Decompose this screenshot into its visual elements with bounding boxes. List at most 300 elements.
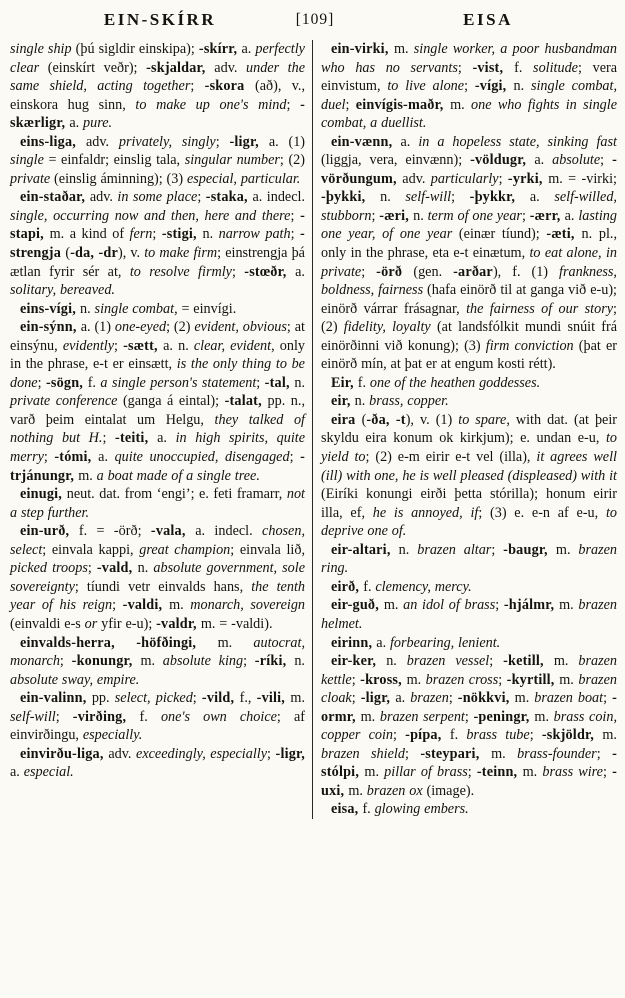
gloss-text: absolute sway, empire.	[10, 671, 140, 688]
gloss-text: brazen altar	[417, 541, 492, 558]
citation-text: a.	[529, 189, 555, 206]
gloss-text: single worker, a poor husbandman who has no servants	[321, 41, 617, 76]
gloss-text: or	[84, 615, 98, 632]
citation-text: f.	[449, 727, 467, 744]
citation-text: n.	[398, 541, 418, 558]
citation-text: m.	[450, 96, 472, 113]
headword: ein-sýnn,	[20, 319, 81, 336]
gloss-text: brass wire	[542, 764, 603, 781]
gloss-text: the tenth year of his reign	[10, 578, 305, 614]
headword: -tómi,	[54, 449, 99, 466]
citation-text: ;	[190, 78, 205, 95]
headword: -tal,	[264, 374, 295, 391]
gloss-text: quite unoccupied, disengaged	[114, 449, 290, 466]
headword: ein-valinn,	[20, 690, 92, 707]
citation-text: ;	[267, 745, 276, 762]
citation-text: f.	[514, 59, 534, 76]
headword: -arðar	[453, 263, 493, 280]
citation-text: ;	[256, 374, 265, 391]
gloss-text: single combat	[94, 300, 175, 317]
headword: eir-ker,	[331, 653, 387, 670]
citation-text: a. (1)	[268, 133, 306, 150]
gloss-text: pure.	[83, 115, 113, 132]
citation-text: ;	[192, 690, 202, 707]
citation-text: adv.	[85, 133, 119, 150]
citation-text: m.	[559, 597, 579, 614]
citation-text: f.	[357, 374, 370, 391]
gloss-text: one who fights in single combat, a duellist.	[321, 96, 617, 132]
gloss-text: brazen vessel	[406, 653, 490, 670]
gloss-text: brass-founder	[517, 745, 597, 762]
citation-text: ;	[361, 263, 377, 280]
headword: -stœðr,	[244, 263, 296, 280]
gloss-text: fidelity, loyalty	[343, 319, 437, 336]
headword: einugi,	[20, 486, 67, 503]
gloss-text: to spare	[458, 411, 507, 428]
citation-text: m.	[383, 597, 404, 614]
citation-text: ; at einsýnu,	[10, 319, 305, 354]
citation-text: ; (2) e-m eirir e-t vel (illa),	[365, 449, 537, 466]
headword: -teiti,	[115, 430, 158, 447]
headword: -ormr,	[321, 690, 617, 725]
gloss-text: they talked of nothing but H.	[10, 411, 305, 447]
headword: -ærr,	[529, 207, 565, 224]
gloss-text: brazen helmet.	[321, 597, 617, 632]
citation-text: ;	[289, 449, 301, 466]
gloss-text: he is annoyed, if	[372, 504, 479, 521]
headword: eins-vígi,	[20, 300, 81, 317]
citation-text: n.	[413, 207, 428, 224]
citation-text: f.	[362, 801, 375, 818]
gloss-text: great champion	[139, 541, 231, 558]
citation-text: m.	[140, 653, 163, 670]
dictionary-entry	[321, 596, 617, 633]
citation-text: ; (2)	[166, 319, 195, 336]
gloss-text: single, occurring now and then, here and there	[10, 207, 291, 224]
citation-text: ;	[43, 449, 55, 466]
headword: Eir,	[331, 374, 358, 391]
headword: -talat,	[224, 393, 268, 410]
citation-text: ; tíundi vetr einvalds hans,	[74, 578, 252, 595]
citation-text: adv.	[402, 170, 431, 187]
citation-text: a.	[534, 152, 553, 169]
citation-text: m.	[406, 671, 426, 688]
headword: -virðing,	[72, 708, 140, 725]
headword: -skírr,	[198, 41, 242, 57]
citation-text: (einslig áminning); (3)	[54, 170, 187, 187]
headword: ein-vænn,	[331, 133, 401, 150]
citation-text: f.,	[239, 690, 257, 707]
citation-text: f.	[363, 578, 376, 595]
citation-text: ; (2)	[279, 152, 305, 169]
citation-text: (Eiríki konungi eirði þetta stórilla); honum eirir illa, ef,	[321, 486, 617, 521]
gloss-text: brass coin, copper coin	[321, 708, 618, 744]
headword: -teinn,	[476, 764, 523, 781]
citation-text: ; (2)	[321, 300, 617, 336]
citation-text: m. = -virki;	[548, 170, 617, 187]
headword: -vist,	[472, 59, 515, 76]
left-text-column	[10, 40, 313, 819]
citation-text: ; einvala kappi,	[42, 541, 140, 558]
right-text-column	[313, 40, 617, 819]
gloss-text: especial, particular.	[186, 170, 301, 187]
citation-text: ;	[457, 59, 473, 76]
citation-text: ;	[114, 337, 124, 354]
gloss-text: to make up one's mind	[135, 96, 287, 113]
citation-text: ; einstrengja þá ætlan fyrir sér at,	[10, 245, 305, 280]
citation-text: (einvaldi e-s	[10, 615, 85, 632]
headword: -baugr,	[503, 541, 556, 558]
citation-text: ;	[489, 653, 504, 670]
headword: -steypari,	[420, 745, 492, 762]
headword: -þykki,	[321, 189, 381, 206]
citation-text: m.	[555, 541, 579, 558]
gloss-text: absolute king	[162, 653, 244, 670]
gloss-text: particularly	[430, 170, 499, 187]
headword: ein-virki,	[331, 41, 394, 57]
citation-text: ;	[286, 96, 301, 113]
gloss-text: forbearing, lenient.	[389, 634, 501, 651]
citation-text: ;	[464, 708, 474, 725]
citation-text: adv.	[89, 189, 118, 206]
citation-text: ;	[371, 207, 380, 224]
citation-text: n.	[354, 393, 370, 410]
gloss-text: brazen ox	[366, 782, 427, 799]
citation-text: ;	[197, 189, 206, 206]
headword: eir-guð,	[331, 597, 384, 614]
gloss-text: private	[10, 170, 55, 187]
citation-text: yfir e-u);	[97, 615, 157, 632]
dictionary-entry	[10, 133, 305, 189]
headword: -skjaldar,	[146, 59, 215, 76]
citation-text: a.	[295, 263, 305, 280]
citation-text: ;	[600, 152, 613, 169]
gloss-text: autocrat, monarch	[10, 634, 305, 670]
gloss-text: solitary, bereaved.	[10, 282, 115, 299]
gloss-text: brazen cloak	[321, 671, 617, 707]
citation-text: ;	[393, 727, 406, 744]
gloss-text: pillar of brass	[384, 764, 468, 781]
gloss-text: brazen cross	[425, 671, 499, 688]
gloss-text: brass tube	[466, 727, 530, 744]
headword: ein-staðar,	[20, 189, 90, 206]
citation-text: ;	[351, 671, 361, 688]
gloss-text: exceedingly, especially	[136, 745, 268, 762]
headword: -trjánungr,	[10, 449, 305, 484]
headword: einvalds-herra, -höfðingi,	[20, 634, 218, 651]
gloss-text: single combat, duel	[321, 78, 617, 113]
dictionary-entry	[321, 40, 617, 133]
headword: -da, -dr	[70, 245, 118, 262]
citation-text: a.	[241, 41, 256, 57]
citation-text: m.	[514, 690, 535, 707]
headword: -vala,	[150, 523, 196, 540]
citation-text: m.	[217, 634, 254, 651]
citation-text: ;	[231, 263, 245, 280]
headword: -skjöldr,	[541, 727, 603, 744]
dictionary-entry	[321, 541, 617, 578]
citation-text: n.	[202, 226, 219, 243]
headword: -æti,	[546, 226, 582, 243]
headword: -konungr,	[71, 653, 141, 670]
citation-text: f.	[87, 374, 101, 391]
gloss-text: brazen	[410, 690, 449, 707]
dictionary-entry	[321, 411, 617, 541]
citation-text: ), v.	[117, 245, 145, 262]
gloss-text: to deprive one of.	[321, 504, 617, 540]
citation-text: a.	[400, 133, 419, 150]
gloss-text: solitude	[533, 59, 578, 76]
gloss-text: a single person's statement	[100, 374, 257, 391]
headword: -þykkr,	[469, 189, 530, 206]
citation-text: ;	[37, 374, 46, 391]
citation-text: pp. n., varð þeim eintalat um Helgu,	[10, 393, 305, 428]
citation-text: m.	[169, 597, 191, 614]
gloss-text: absolute	[552, 152, 601, 169]
citation-text: m.	[602, 727, 617, 744]
dictionary-entry	[321, 133, 617, 374]
gloss-text: picked troops	[10, 560, 88, 577]
headword: eirinn,	[331, 634, 377, 651]
citation-text: m.	[522, 764, 543, 781]
citation-text: = einfaldr; einslig tala,	[48, 152, 185, 169]
citation-text: a.	[69, 115, 84, 132]
citation-text: ;	[498, 671, 507, 688]
headword: einvígis-maðr,	[355, 96, 451, 113]
headword: -kross,	[360, 671, 407, 688]
dictionary-entry	[10, 188, 305, 299]
gloss-text: narrow path	[218, 226, 291, 243]
citation-text: ; vera einvistum,	[321, 59, 618, 95]
citation-text: ; einvala lið,	[230, 541, 305, 558]
citation-text: ;	[464, 78, 475, 95]
citation-text: ;	[351, 690, 361, 707]
citation-text: m.	[78, 467, 97, 484]
text-columns	[10, 40, 617, 819]
gloss-text: glowing embers.	[374, 801, 469, 818]
citation-text: a. indecl.	[252, 189, 305, 206]
gloss-text: evident, obvious	[194, 319, 287, 336]
citation-text: m.	[364, 764, 385, 781]
gloss-text: to yield to	[321, 430, 617, 466]
citation-text: ;	[404, 745, 421, 762]
gloss-text: not a step further.	[10, 486, 305, 521]
gloss-text: in some place	[117, 189, 198, 206]
citation-text: a.	[157, 430, 176, 447]
gloss-text: single	[10, 152, 49, 169]
gloss-text: brazen serpent	[379, 708, 465, 725]
headword: -völdugr,	[470, 152, 535, 169]
citation-text: n.	[80, 300, 95, 317]
citation-text: , with dat. (at þeir skyldu eira konum ok kirkjum); e. undan e-u,	[321, 411, 618, 447]
citation-text: m.	[534, 708, 554, 725]
dictionary-entry	[10, 485, 305, 522]
citation-text: m.	[290, 690, 305, 707]
gloss-text: self-will	[10, 708, 56, 725]
gloss-text: single ship	[10, 41, 76, 57]
citation-text: n.	[137, 560, 154, 577]
headword: -vörðungum,	[321, 152, 617, 187]
citation-text: m.	[360, 708, 380, 725]
headword: -valdr,	[156, 615, 201, 632]
citation-text: m.	[348, 782, 367, 799]
headword: -peningr,	[473, 708, 535, 725]
dictionary-entry	[10, 40, 305, 133]
gloss-text: clear, evident	[193, 337, 272, 354]
headword: -ligr,	[360, 690, 396, 707]
gloss-text: under the same shield, acting together	[10, 59, 306, 95]
citation-text: ;	[102, 430, 116, 447]
headword: eira	[331, 411, 362, 428]
headword: -vígi,	[474, 78, 514, 95]
citation-text: ;	[491, 541, 504, 558]
headword: -skærligr,	[10, 96, 305, 132]
headword: -yrki,	[507, 170, 549, 187]
headword: -strengja	[10, 226, 305, 262]
gloss-text: select, picked	[114, 690, 193, 707]
gloss-text: brass, copper.	[369, 393, 449, 410]
gloss-text: evidently	[62, 337, 115, 354]
headword: -valdi,	[122, 597, 170, 614]
gloss-text: firm conviction	[485, 337, 579, 354]
citation-text: ;	[521, 207, 530, 224]
citation-text: n.	[294, 374, 305, 391]
dictionary-entry	[10, 318, 305, 485]
gloss-text: is the only thing to be done	[10, 356, 305, 391]
citation-text: m. = -valdi).	[200, 615, 273, 632]
citation-text: a.	[376, 634, 390, 651]
citation-text: (gen.	[413, 263, 454, 280]
citation-text: ;	[602, 764, 613, 781]
citation-text: m.	[393, 41, 414, 57]
citation-text: ;	[603, 690, 613, 707]
headword: -kyrtill,	[506, 671, 560, 688]
citation-text: neut. dat. from ‘engi’; e. feti framarr,	[66, 486, 287, 503]
citation-text: (þú sigldir einskipa);	[75, 41, 199, 57]
citation-text: ;	[529, 727, 542, 744]
gloss-text: absolute government, sole sovereignty	[10, 560, 306, 595]
gloss-text: especial.	[23, 764, 74, 781]
dictionary-entry	[321, 634, 617, 653]
gloss-text: one of the heathen goddesses.	[369, 374, 541, 391]
citation-text: (liggja, vera, einvænn);	[321, 152, 471, 169]
page-header	[10, 8, 617, 34]
gloss-text: singular number	[184, 152, 280, 169]
dictionary-entry	[321, 652, 617, 800]
citation-text: pp.	[91, 690, 115, 707]
headword: -hjálmr,	[503, 597, 560, 614]
headword: -pípa,	[405, 727, 450, 744]
dictionary-entry	[10, 522, 305, 633]
citation-text: (at landsfólkit mundi snúit frá einörðinni við konung); (3)	[321, 319, 617, 354]
gloss-text: private conference	[10, 393, 123, 410]
citation-text: (þat er einörð mín, at þat er at engum kosti rétt).	[321, 337, 617, 373]
gloss-text: lasting one year, of one year	[321, 207, 617, 243]
citation-text: a.	[98, 449, 115, 466]
citation-text: ;	[243, 653, 255, 670]
citation-text: (einær tíund);	[458, 226, 547, 243]
gloss-text: to make firm	[144, 245, 218, 262]
citation-text: a.	[395, 690, 411, 707]
headword: -vild,	[201, 690, 240, 707]
citation-text: ;	[152, 226, 162, 243]
headword: -örð	[376, 263, 414, 280]
citation-text: ;	[467, 764, 477, 781]
citation-text: f. = -örð;	[78, 523, 151, 540]
headword: -ketill,	[503, 653, 554, 670]
citation-text: (	[65, 245, 71, 262]
headword: eisa,	[331, 801, 363, 818]
gloss-text: to live alone	[387, 78, 465, 95]
gloss-text: the fairness of our story	[466, 300, 614, 317]
gloss-text: one's own choice	[160, 708, 277, 725]
headword: -vald,	[96, 560, 138, 577]
headword: eir-altari,	[331, 541, 399, 558]
gloss-text: it agrees well (ill) with one, he is well pleased (displeased) with it	[321, 449, 617, 484]
headword: -ríki,	[254, 653, 295, 670]
headword: einvirðu-liga,	[20, 745, 109, 762]
citation-text: adv.	[108, 745, 137, 762]
headword: ein-urð,	[20, 523, 79, 540]
headword: -æri,	[379, 207, 414, 224]
headword: -staka,	[205, 189, 253, 206]
citation-text: ;	[290, 207, 301, 224]
dictionary-entry	[10, 745, 305, 782]
citation-text: n.	[513, 78, 531, 95]
headword: eins-liga,	[20, 133, 86, 150]
headword: -uxi,	[321, 764, 618, 799]
citation-text: n. pl., only in the phrase, eta e-t einætum,	[321, 226, 617, 262]
dictionary-entry	[321, 374, 617, 393]
gloss-text: a boat made of a single tree.	[96, 467, 260, 484]
page-number: [109]	[295, 11, 335, 28]
gloss-text: fern	[129, 226, 153, 243]
headword: -skora	[204, 78, 255, 95]
citation-text: n.	[380, 189, 406, 206]
gloss-text: clemency, mercy.	[375, 578, 472, 595]
citation-text: ;	[345, 96, 356, 113]
citation-text: , = einvígi.	[174, 300, 237, 317]
citation-text: ;	[495, 597, 504, 614]
citation-text: a. (1)	[80, 319, 115, 336]
citation-text: m.	[553, 653, 579, 670]
dictionary-entry	[10, 689, 305, 745]
citation-text: f.	[139, 708, 161, 725]
citation-text: ;	[87, 560, 97, 577]
citation-text: ;	[59, 653, 72, 670]
citation-text: n.	[386, 653, 407, 670]
gloss-text: brazen kettle	[321, 653, 618, 688]
dictionary-entry	[321, 392, 617, 411]
citation-text: (hafa einörð til at ganga við e-u); einörð várrar frásagnar,	[321, 282, 617, 317]
gloss-text: perfectly clear	[10, 41, 305, 76]
citation-text: ; (3) e. e-n af e-u,	[478, 504, 606, 521]
gloss-text: one-eyed	[114, 319, 167, 336]
gloss-text: in high spirits, quite merry	[10, 430, 305, 466]
headword: -ligr,	[275, 745, 305, 762]
citation-text: a.	[564, 207, 579, 224]
headword: -sætt,	[123, 337, 164, 354]
gloss-text: to eat alone, in private	[321, 245, 617, 280]
headword: -nökkvi,	[457, 690, 515, 707]
citation-text: ), f. (1)	[492, 263, 560, 280]
dictionary-entry	[321, 578, 617, 597]
dictionary-entry	[10, 300, 305, 319]
gloss-text: monarch, sovereign	[190, 597, 306, 614]
gloss-text: brazen shield	[321, 745, 405, 762]
gloss-text: self-willed, stubborn	[321, 189, 617, 224]
gloss-text: in a hopeless state, sinking fast	[418, 133, 617, 150]
